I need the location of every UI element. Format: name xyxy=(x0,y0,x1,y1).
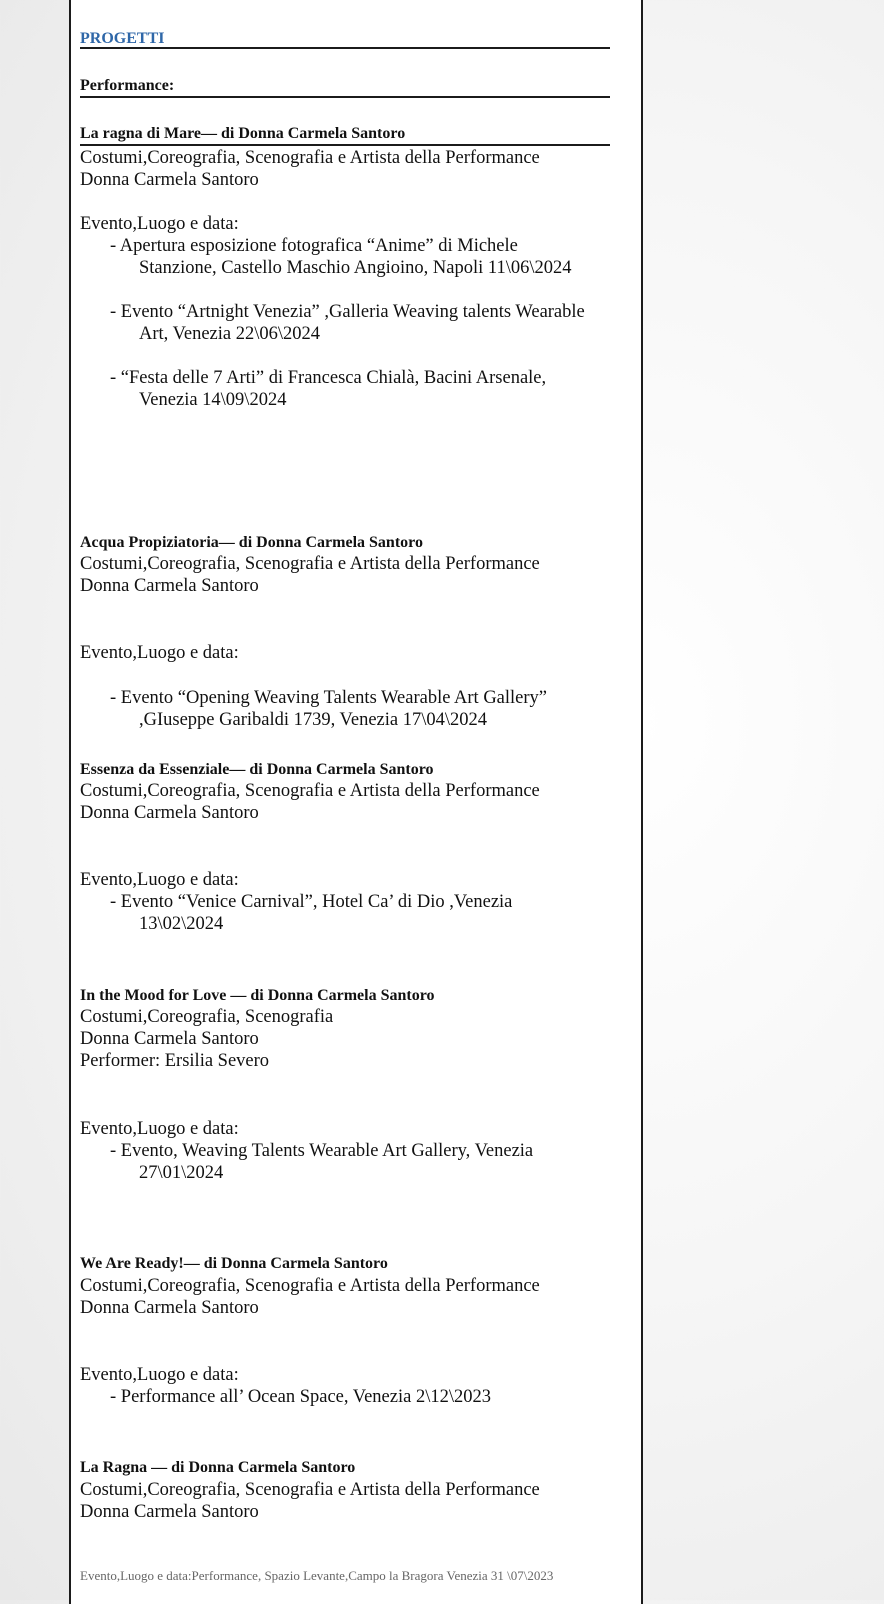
project-title: Essenza da Essenziale— di Donna Carmela Santoro xyxy=(80,761,434,778)
project-performer: Performer: Ersilia Severo xyxy=(80,1051,270,1071)
event-item: - Evento “Venice Carnival”, Hotel Ca’ di Dio ,Venezia xyxy=(110,892,513,912)
project-roles: Costumi,Coreografia, Scenografia e Artista della Performance xyxy=(80,554,540,574)
project-artist: Donna Carmela Santoro xyxy=(80,803,259,823)
event-item: - “Festa delle 7 Arti” di Francesca Chialà, Bacini Arsenale, xyxy=(110,368,547,388)
project-artist: Donna Carmela Santoro xyxy=(80,576,259,596)
project-roles: Costumi,Coreografia, Scenografia e Artista della Performance xyxy=(80,781,540,801)
divider xyxy=(80,96,610,98)
project-roles: Costumi,Coreografia, Scenografia e Artista della Performance xyxy=(80,148,540,168)
events-label: Evento,Luogo e data: xyxy=(80,1365,239,1385)
event-item-detail: Stanzione, Castello Maschio Angioino, Napoli 11\06\2024 xyxy=(139,258,572,278)
project-title: La Ragna — di Donna Carmela Santoro xyxy=(80,1459,356,1476)
category-heading: Performance: xyxy=(80,77,175,94)
project-roles: Costumi,Coreografia, Scenografia xyxy=(80,1007,334,1027)
section-title: PROGETTI xyxy=(80,30,165,47)
project-roles: Costumi,Coreografia, Scenografia e Artista della Performance xyxy=(80,1480,540,1500)
divider xyxy=(80,144,610,146)
project-artist: Donna Carmela Santoro xyxy=(80,170,259,190)
project-title: In the Mood for Love — di Donna Carmela Santoro xyxy=(80,987,435,1004)
event-item: - Evento “Opening Weaving Talents Wearable Art Gallery” xyxy=(110,688,548,708)
event-item-detail: ,GIuseppe Garibaldi 1739, Venezia 17\04\2024 xyxy=(139,710,487,730)
event-item-detail: Art, Venezia 22\06\2024 xyxy=(139,324,321,344)
events-label: Evento,Luogo e data: xyxy=(80,214,239,234)
event-item: - Evento, Weaving Talents Wearable Art Gallery, Venezia xyxy=(110,1141,534,1161)
events-label: Evento,Luogo e data: xyxy=(80,870,239,890)
footer-event-line: Evento,Luogo e data:Performance, Spazio Levante,Campo la Bragora Venezia 31 \07\2023 xyxy=(80,1568,554,1583)
project-artist: Donna Carmela Santoro xyxy=(80,1502,259,1522)
project-roles: Costumi,Coreografia, Scenografia e Artista della Performance xyxy=(80,1276,540,1296)
events-label: Evento,Luogo e data: xyxy=(80,643,239,663)
divider xyxy=(80,47,610,49)
event-item: - Evento “Artnight Venezia” ,Galleria Weaving talents Wearable xyxy=(110,302,585,322)
event-item-detail: 27\01\2024 xyxy=(139,1163,224,1183)
project-title: Acqua Propiziatoria— di Donna Carmela Santoro xyxy=(80,534,423,551)
event-item: - Apertura esposizione fotografica “Anime” di Michele xyxy=(110,236,518,256)
project-title: La ragna di Mare— di Donna Carmela Santoro xyxy=(80,125,406,142)
event-item: - Performance all’ Ocean Space, Venezia 2\12\2023 xyxy=(110,1387,491,1407)
event-item-detail: Venezia 14\09\2024 xyxy=(139,390,287,410)
project-artist: Donna Carmela Santoro xyxy=(80,1298,259,1318)
project-artist: Donna Carmela Santoro xyxy=(80,1029,259,1049)
event-item-detail: 13\02\2024 xyxy=(139,914,224,934)
project-title: We Are Ready!— di Donna Carmela Santoro xyxy=(80,1255,388,1272)
events-label: Evento,Luogo e data: xyxy=(80,1119,239,1139)
